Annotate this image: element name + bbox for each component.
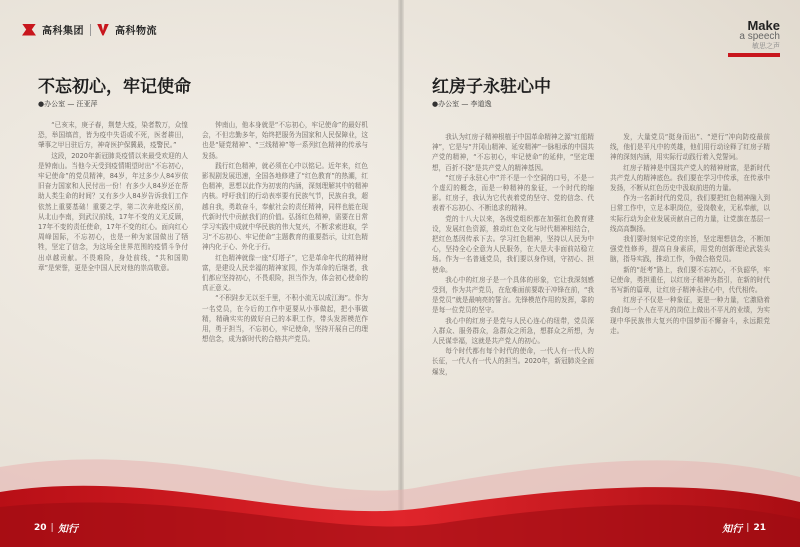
logo1-text: 高科集团 [42,26,84,37]
right-col2-para: 作为一名新时代的党员，我们要把红色精神融入到日常工作中，立足本职岗位，爱岗敬业，无私奉献，以实际行动为企业发展贡献自己的力量，让党旗在基层一线高高飘扬。 [610,194,770,233]
left-col2-para: 践行红色精神，就必须在心中以铭记。近年来，红色影视剧发展迅速，全国各地修建了“红色教育”的热潮，红色精神，思想以此作为初衷的内涵，深刻理解其中的精神内核。呼吁我们的行动表率要有民族气节，民族自我，超越自我，勇敢奋斗，奉献社会的责任精神，同样也能在现代新时代中贡献我们的价值。弘扬红色精神，需要在日常学习实践中成就中华民族的伟大复兴，不断求索进取，学习“不忘初心、牢记使命”主题教育的重要指示，让红色精神内化于心、外化于行。 [202,161,368,252]
right-col2-para: 发，大量党员“挺身而出”、“逆行”冲向防疫最前线，他们是平凡中的英雄，他们用行动诠释了红房子精神的深刻内涵，用实际行动践行着入党誓词。 [610,133,770,162]
red-swoosh-decoration [0,407,800,547]
logo-divider [90,24,91,36]
left-col2-para: 钟南山，他本身就是“不忘初心，牢记使命”的最好机会，不但忠勤多年，始终把服务为国家和人民保障业，这也是“疑党精神”、“三线精神”等一系列红色精神的传承与发扬。 [202,121,368,160]
right-col2-para: 红房子不仅是一种象征，更是一种力量，它激励着我们每一个人在平凡的岗位上做出不平凡的业绩，为实现中华民族伟大复兴的中国梦而不懈奋斗，永远跟党走。 [610,296,770,335]
left-col1-para: “已亥末，庚子春，荆楚大疫，染者数万，众惶恐，举国缟首，皆为疫中失语或不死，医者耕田，肇事之甲日驻后方，神奇医护保冀最，疫警民。” [38,121,188,150]
left-col-2 [202,120,368,450]
left-article-author: ●办公室 — 汪亚萍 [38,100,98,108]
right-brand: 知行 [722,524,743,535]
right-col2-para: 我们要时刻牢记党的宗旨，坚定理想信念，不断加强党性修养，提高自身素质，用党的创新理论武装头脑，指导实践，推动工作，争做合格党员。 [610,235,770,264]
right-page-footer: 知行 | 21 [722,520,766,535]
left-col2-para: 红色精神就像一座“灯塔子”，它是革命年代的精神财富，是建设人民幸福的精神家园，作为革命的后继者，我们都应坚持初心，不畏艰险，担当作为，体会初心使命的真正意义。 [202,253,368,293]
section-tag [728,18,780,57]
left-col1-para: 这段，2020年新冠肺炎疫情以来最受欢迎的人是钟南山。当他今天受到疫情期望时出“不忘初心，牢记使命”的党员精神，84岁，年过多少人84岁依旧奋力国家和人民付出一份！有多少人84岁还在帮助人类生命的时间？又有多少人84岁告诉我们工作依然上重要基础！重要之学，第二次奔赴疫区前，从北山李南，到武汉前线，17年不变的义无反顾，17年不变的责任使命，17年不变的红心。面向红心周峰国际，不忘初心，也是一种为家国做出了牺牲，坚定了信念，为这场全世界范围的疫情斗争付出卓越贡献。不畏难险，身处前线，“共和国勋章”是荣誉，更是全中国人民对他的崇高敬意。 [38,151,188,272]
left-page-number: 20 [34,522,47,533]
left-page-footer: 20 | 知行 [34,520,78,535]
header-logos [22,22,157,37]
right-col2-para: 新的“赶考”路上，我们要不忘初心，不负韶华，牢记使命，勇担重任，以红房子精神为指引，在新的时代书写新的篇章，让红房子精神永驻心中，代代相传。 [610,265,770,295]
left-col-1 [38,120,188,385]
right-col-2 [610,132,770,422]
right-article-title: 红房子永驻心中 [432,77,551,97]
right-col1-para: 我认为红房子精神根植于中国革命精神之源“红船精神”，它是与“井冈山精神、延安精神”一脉相承的中国共产党的精神，“不忘初心，牢记使命”的延伸，“坚定理想，百折不挠”是共产党人的精神基因。 [432,133,594,172]
left-col2-para: “不积跬步无以至千里，不积小流无以成江海”。作为一名党员，在今后的工作中更要从小事做起，把小事做精，精确实实的做好自己的本职工作，带头发挥模范作用，勇于担当，不忘初心，牢记使命，坚持开展自己的理想信念，成为新时代的合格共产党员。 [202,294,368,344]
right-col1-para: 我心中的红房子是一个具体的形象，它让我深刻感受到，作为共产党员，在危难面前要敢于冲锋在前，“我是党员”就是最响亮的誓言。先锋模范作用的发挥，靠的是每一位党员的坚守。 [432,275,594,315]
right-col1-para: 我心中的红房子是党与人民心连心的纽带，党员深入群众、服务群众，急群众之所急，想群众之所想，为人民谋幸福，这就是共产党人的初心。 [432,316,594,346]
left-article-title: 不忘初心，牢记使命 [38,77,191,97]
tag-bar [728,53,780,57]
left-brand: 知行 [57,524,78,535]
tag-sub: a speech [739,31,780,42]
right-col1-para: 每个时代都有每个时代的使命，一代人有一代人的长征，一代人有一代人的担当。2020年，新冠肺炎全面爆发， [432,347,594,376]
logistics-logo-icon [97,24,109,36]
right-page-number: 21 [753,522,766,533]
right-col1-para: 党的十八大以来，各级党组织都在加强红色教育建设，发展红色资源，推动红色文化与时代精神相结合，把红色基因传承下去。学习红色精神，坚持以人民为中心，坚持全心全意为人民服务，在大是大非面前站稳立场。作为一名普通党员，我们要以身作则，守初心、担使命。 [432,214,594,274]
tag-make: Make [747,18,780,33]
logo2-text: 高科物流 [115,26,157,37]
right-article-author: ●办公室 — 李道逸 [432,100,492,108]
group-logo-icon [22,24,36,36]
right-col2-para: 红房子精神是中国共产党人的精神财富，是新时代共产党人的精神底色。我们要在学习中传承，在传承中发扬，不断从红色历史中汲取前进的力量。 [610,163,770,193]
tag-cn: 敏思之声 [752,42,780,50]
right-col1-para: “红房子永驻心中”并不是一个空洞的口号，不是一个虚幻的概念，而是一种精神的象征，一个时代的缩影。红房子，我认为它代表着党的坚守、党的信念、代表着不忘初心、不断追求的精神。 [432,173,594,213]
